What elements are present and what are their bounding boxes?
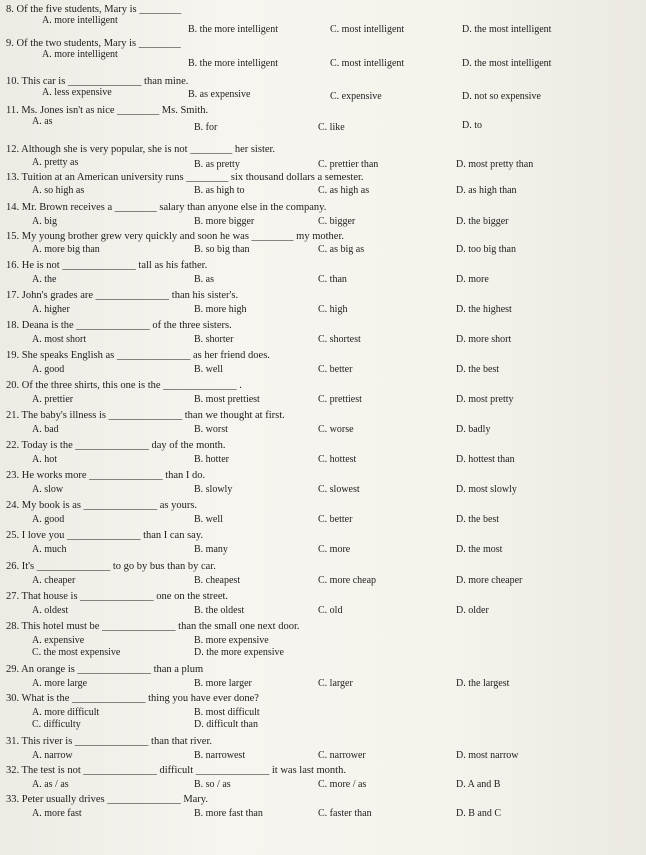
options-row (0, 304, 646, 316)
option-d: D. most pretty than (456, 159, 534, 170)
options-row (0, 394, 646, 406)
option-a: A. big (32, 216, 57, 227)
option-a: A. narrow (32, 750, 73, 761)
option-a: A. so high as (32, 185, 85, 196)
option-a: A. more big than (32, 244, 100, 255)
option-c: C. like (318, 122, 345, 133)
options-row (0, 89, 646, 101)
option-d: D. badly (456, 424, 491, 435)
option-b: B. narrowest (194, 750, 246, 761)
option-d: D. older (456, 605, 489, 616)
option-c: C. narrower (318, 750, 366, 761)
option-a: A. oldest (32, 605, 69, 616)
question-stem: 21. The baby's illness is ______________ than we thought at first. (6, 410, 285, 421)
option-c: C. better (318, 364, 353, 375)
option-a: A. slow (32, 484, 64, 495)
option-d: D. the best (456, 364, 500, 375)
option-a: A. the (32, 274, 57, 285)
option-b: B. more expensive (194, 635, 269, 646)
option-c: C. worse (318, 424, 354, 435)
option-a: A. as (32, 116, 53, 127)
options-row (0, 454, 646, 466)
option-b: B. well (194, 364, 223, 375)
option-c: C. more (318, 544, 351, 555)
option-b: B. more bigger (194, 216, 255, 227)
option-b: B. the oldest (194, 605, 245, 616)
options-row (0, 157, 646, 169)
option-c: C. most intelligent (330, 24, 405, 35)
question-stem: 12. Although she is very popular, she is not ________ her sister. (6, 144, 276, 155)
options-row (0, 779, 646, 791)
option-c: C. difficulty (32, 719, 81, 730)
option-c: C. larger (318, 678, 353, 689)
question-stem: 8. Of the five students, Mary is ________ (6, 4, 182, 15)
question-stem: 31. This river is ______________ than that river. (6, 736, 212, 747)
options-row (0, 678, 646, 690)
options-row (0, 605, 646, 617)
question-stem: 30. What is the ______________ thing you have ever done? (6, 693, 259, 704)
option-d: D. hottest than (456, 454, 515, 465)
option-a: A. pretty as (32, 157, 79, 168)
option-b: B. cheapest (194, 575, 241, 586)
option-d: D. difficult than (194, 719, 258, 730)
option-d: D. the most (456, 544, 503, 555)
option-d: D. the highest (456, 304, 512, 315)
option-b: B. hotter (194, 454, 229, 465)
option-b: B. as high to (194, 185, 245, 196)
option-c: C. than (318, 274, 347, 285)
option-b: B. so big than (194, 244, 250, 255)
question-stem: 10. This car is ______________ than mine. (6, 76, 189, 87)
option-c: C. as high as (318, 185, 370, 196)
question-stem: 23. He works more ______________ than I do. (6, 470, 206, 481)
options-row (0, 635, 646, 647)
options-row (0, 185, 646, 197)
option-c: C. slowest (318, 484, 360, 495)
question-stem: 18. Deana is the ______________ of the three sisters. (6, 320, 232, 331)
option-a: A. more large (32, 678, 88, 689)
question-stem: 20. Of the three shirts, this one is the ______________ . (6, 380, 242, 391)
option-a: A. more fast (32, 808, 82, 819)
options-row (0, 116, 646, 133)
question-stem: 32. The test is not ______________ difficult ______________ it was last month. (6, 765, 346, 776)
options-row (0, 808, 646, 820)
option-c: C. faster than (318, 808, 372, 819)
question-stem: 33. Peter usually drives ______________ Mary. (6, 794, 209, 805)
option-b: B. shorter (194, 334, 234, 345)
options-row (0, 707, 646, 719)
option-c: C. most intelligent (330, 58, 405, 69)
option-c: C. more cheap (318, 575, 377, 586)
option-b: B. many (194, 544, 228, 555)
question-stem: 15. My young brother grew very quickly and soon he was ________ my mother. (6, 231, 344, 242)
option-c: C. prettier than (318, 159, 379, 170)
option-b: B. the more intelligent (188, 58, 278, 69)
option-c: C. better (318, 514, 353, 525)
option-b: B. worst (194, 424, 228, 435)
options-row (0, 647, 646, 659)
option-d: D. not so expensive (462, 91, 541, 102)
option-a: A. most short (32, 334, 87, 345)
option-d: D. the bigger (456, 216, 509, 227)
option-b: B. more fast than (194, 808, 263, 819)
option-d: D. more cheaper (456, 575, 523, 586)
option-d: D. the most intelligent (462, 58, 552, 69)
option-b: B. so / as (194, 779, 231, 790)
option-a: A. cheaper (32, 575, 76, 586)
question-stem: 24. My book is as ______________ as yours. (6, 500, 198, 511)
option-c: C. more / as (318, 779, 367, 790)
option-b: B. most prettiest (194, 394, 260, 405)
option-a: A. more difficult (32, 707, 100, 718)
question-stem: 25. I love you ______________ than I can say. (6, 530, 204, 541)
option-d: D. as high than (456, 185, 517, 196)
question-stem: 26. It's ______________ to go by bus than by car. (6, 561, 216, 572)
option-d: D. the more expensive (194, 647, 284, 658)
option-b: B. most difficult (194, 707, 260, 718)
option-a: A. good (32, 364, 65, 375)
option-c: C. hottest (318, 454, 357, 465)
options-row (0, 49, 646, 69)
question-stem: 19. She speaks English as ______________ as her friend does. (6, 350, 270, 361)
option-a: A. expensive (32, 635, 85, 646)
question-stem: 13. Tuition at an American university runs ________ six thousand dollars a semester. (6, 172, 364, 183)
option-b: B. more high (194, 304, 247, 315)
options-row (0, 575, 646, 587)
options-row (0, 484, 646, 496)
question-stem: 27. That house is ______________ one on the street. (6, 591, 229, 602)
option-d: D. A and B (456, 779, 501, 790)
option-c: C. shortest (318, 334, 361, 345)
options-row (0, 514, 646, 526)
option-a: A. hot (32, 454, 57, 465)
options-row (0, 216, 646, 228)
option-d: D. more (456, 274, 489, 285)
option-a: A. as / as (32, 779, 69, 790)
options-row (0, 15, 646, 35)
option-b: B. as (194, 274, 214, 285)
options-row (0, 364, 646, 376)
option-b: B. for (194, 122, 218, 133)
option-c: C. the most expensive (32, 647, 121, 658)
options-row (0, 424, 646, 436)
option-b: B. more larger (194, 678, 252, 689)
option-c: C. prettiest (318, 394, 362, 405)
question-stem: 14. Mr. Brown receives a ________ salary than anyone else in the company. (6, 202, 327, 213)
option-d: D. B and C (456, 808, 501, 819)
option-b: B. the more intelligent (188, 24, 278, 35)
option-a: A. more intelligent (42, 15, 118, 26)
option-c: C. as big as (318, 244, 365, 255)
option-a: A. good (32, 514, 65, 525)
option-d: D. most narrow (456, 750, 519, 761)
option-d: D. the best (456, 514, 500, 525)
options-row (0, 244, 646, 256)
option-c: C. high (318, 304, 348, 315)
question-stem: 9. Of the two students, Mary is ________ (6, 38, 181, 49)
options-row (0, 274, 646, 286)
option-d: D. the largest (456, 678, 510, 689)
option-a: A. more intelligent (42, 49, 118, 60)
option-c: C. expensive (330, 91, 382, 102)
option-b: B. as pretty (194, 159, 240, 170)
option-a: A. much (32, 544, 67, 555)
option-b: B. as expensive (188, 89, 251, 100)
question-stem: 16. He is not ______________ tall as his father. (6, 260, 208, 271)
question-stem: 22. Today is the ______________ day of the month. (6, 440, 226, 451)
question-stem: 11. Ms. Jones isn't as nice ________ Ms. Smith. (6, 105, 209, 116)
option-d: D. more short (456, 334, 512, 345)
option-a: A. higher (32, 304, 70, 315)
option-b: B. well (194, 514, 223, 525)
option-a: A. less expensive (42, 87, 112, 98)
option-c: C. bigger (318, 216, 356, 227)
option-d: D. too big than (456, 244, 516, 255)
option-c: C. old (318, 605, 343, 616)
option-a: A. bad (32, 424, 59, 435)
options-row (0, 750, 646, 762)
options-row (0, 544, 646, 556)
option-d: D. to (462, 120, 482, 131)
option-d: D. most pretty (456, 394, 514, 405)
option-d: D. most slowly (456, 484, 517, 495)
question-stem: 29. An orange is ______________ than a plum (6, 664, 204, 675)
option-a: A. prettier (32, 394, 74, 405)
option-b: B. slowly (194, 484, 233, 495)
option-d: D. the most intelligent (462, 24, 552, 35)
question-stem: 17. John's grades are ______________ than his sister's. (6, 290, 239, 301)
options-row (0, 719, 646, 731)
options-row (0, 334, 646, 346)
question-stem: 28. This hotel must be ______________ than the small one next door. (6, 621, 300, 632)
